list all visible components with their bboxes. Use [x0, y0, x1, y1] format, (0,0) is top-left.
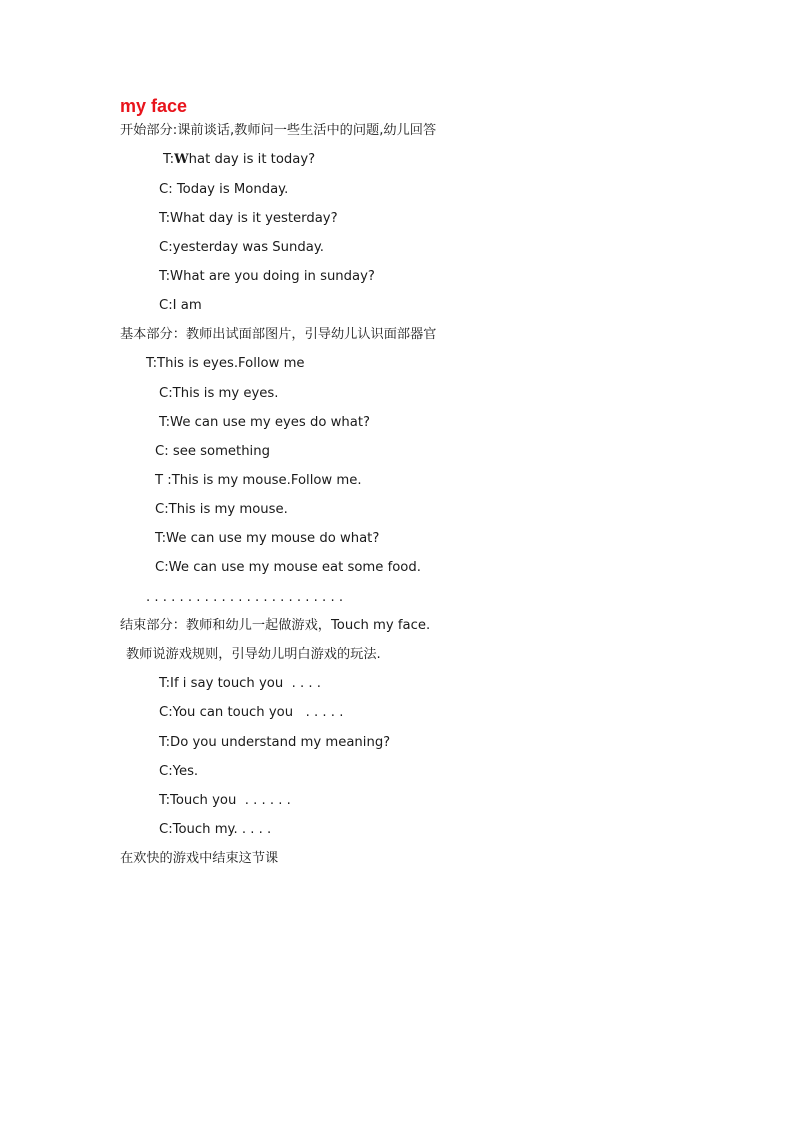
opening-line-1-rest: hat day is it today? — [188, 152, 316, 167]
ending-line-5: T:Touch you . . . . . . — [159, 793, 291, 808]
opening-line-1 — [163, 151, 315, 169]
opening-header: 开始部分:课前谈话,教师问一些生活中的问题,幼儿回答 — [120, 123, 437, 138]
basic-line-4: C: see something — [155, 444, 270, 459]
ending-header: 结束部分：教师和幼儿一起做游戏，Touch my face. — [120, 618, 431, 633]
basic-line-2: C:This is my eyes. — [159, 386, 279, 401]
ending-line-3: T:Do you understand my meaning? — [159, 735, 391, 750]
opening-line-6: C:I am — [159, 298, 202, 313]
opening-line-4: C:yesterday was Sunday. — [159, 240, 324, 255]
opening-line-2: C: Today is Monday. — [159, 182, 289, 197]
basic-line-1: T:This is eyes.Follow me — [146, 356, 305, 371]
basic-line-7: T:We can use my mouse do what? — [155, 531, 380, 546]
opening-line-1-initial: W — [174, 152, 189, 167]
basic-line-8: C:We can use my mouse eat some food. — [155, 560, 421, 575]
basic-line-5: T :This is my mouse.Follow me. — [155, 473, 362, 488]
ending-line-6: C:Touch my. . . . . — [159, 822, 272, 837]
ending-line-1: T:If i say touch you . . . . — [159, 676, 321, 691]
opening-line-3: T:What day is it yesterday? — [159, 211, 338, 226]
ending-rules: 教师说游戏规则，引导幼儿明白游戏的玩法. — [126, 647, 381, 662]
ending-line-4: C:Yes. — [159, 764, 199, 779]
ending-line-2: C:You can touch you . . . . . — [159, 705, 344, 720]
page-title: my face — [120, 96, 188, 116]
basic-header: 基本部分：教师出试面部图片，引导幼儿认识面部器官 — [120, 327, 437, 342]
basic-ellipsis: . . . . . . . . . . . . . . . . . . . . . . . . — [146, 590, 344, 605]
closing-line: 在欢快的游戏中结束这节课 — [120, 851, 279, 866]
basic-line-6: C:This is my mouse. — [155, 502, 288, 517]
opening-line-1-prefix: T: — [163, 152, 175, 167]
opening-line-5: T:What are you doing in sunday? — [159, 269, 375, 284]
basic-line-3: T:We can use my eyes do what? — [159, 415, 370, 430]
